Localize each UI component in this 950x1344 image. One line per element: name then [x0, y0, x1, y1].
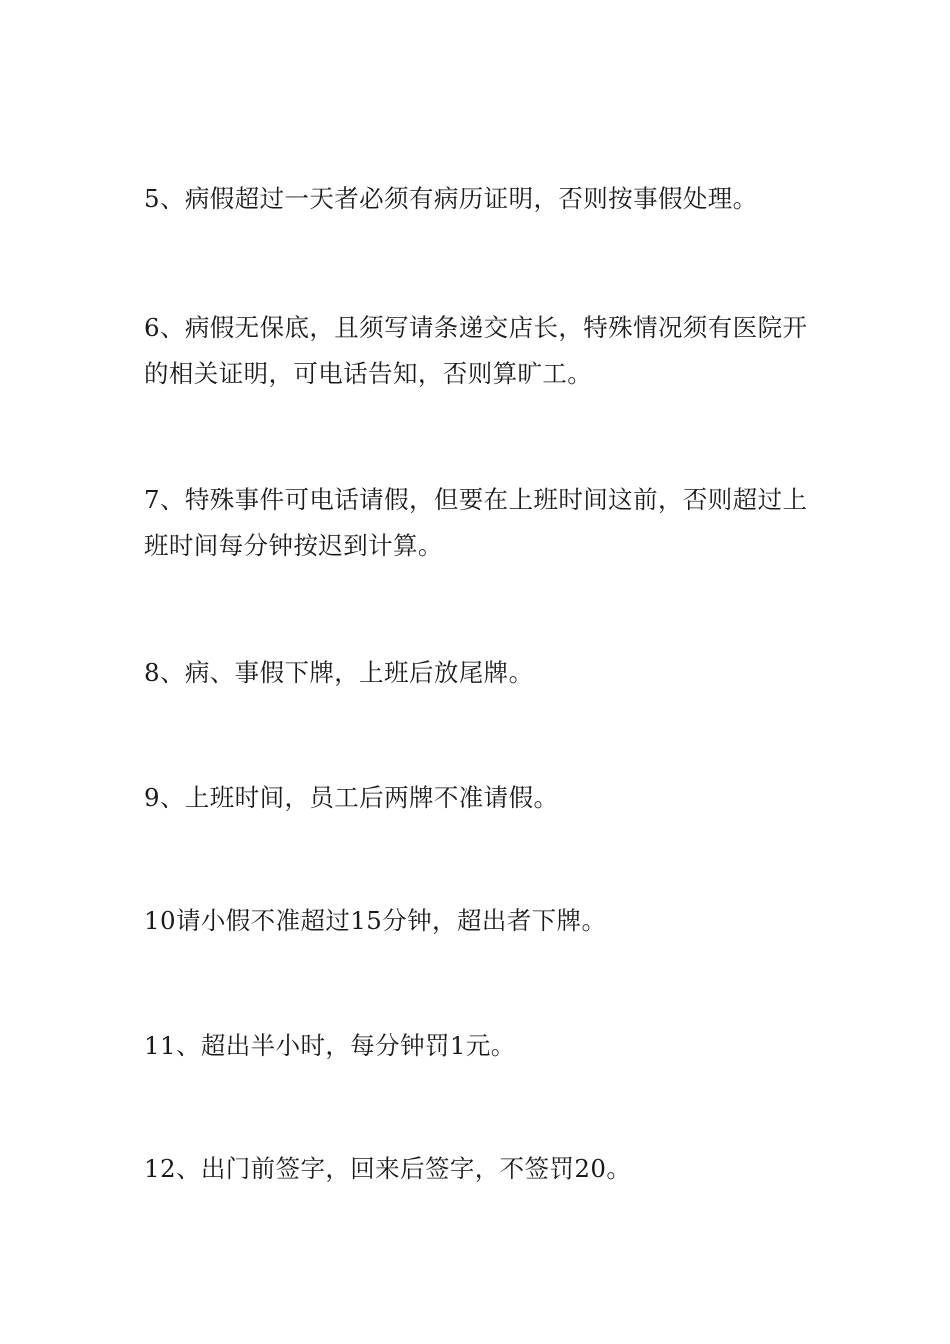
- rule-paragraph-5: 5、病假超过一天者必须有病历证明，否则按事假处理。: [144, 184, 758, 213]
- rule-paragraph-7: 7、特殊事件可电话请假，但要在上班时间这前，否则超过上班时间每分钟按迟到计算。: [144, 485, 808, 560]
- rule-paragraph-10: 10请小假不准超过15分钟，超出者下牌。: [144, 906, 607, 935]
- rule-paragraph-9: 9、上班时间，员工后两牌不准请假。: [144, 783, 559, 812]
- rule-paragraph-12: 12、出门前签字，回来后签字，不签罚20。: [144, 1154, 632, 1183]
- rule-paragraph-6: 6、病假无保底，且须写请条递交店长，特殊情况须有医院开的相关证明，可电话告知，否则算旷工。: [144, 313, 808, 388]
- rule-paragraph-8: 8、病、事假下牌，上班后放尾牌。: [144, 658, 534, 687]
- rule-paragraph-11: 11、超出半小时，每分钟罚1元。: [144, 1031, 516, 1060]
